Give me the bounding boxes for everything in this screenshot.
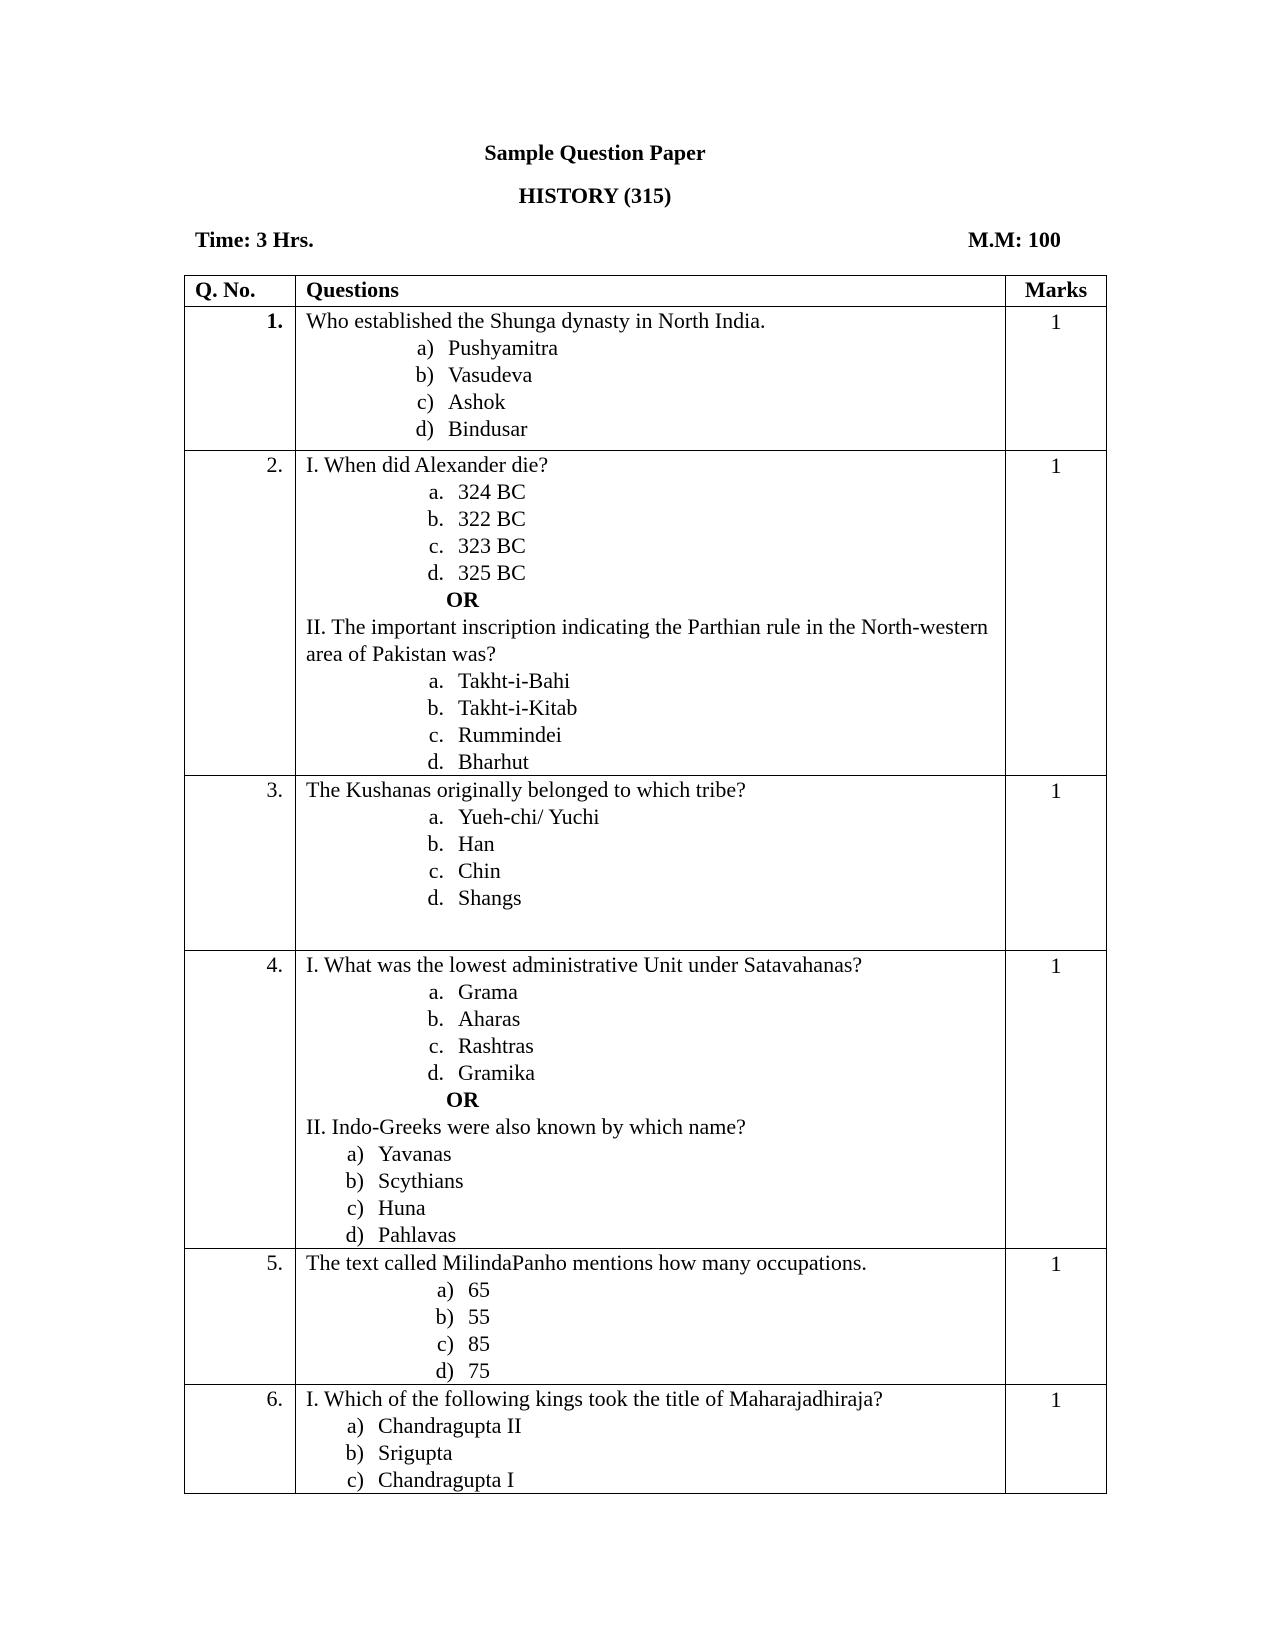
table-row bbox=[185, 451, 1107, 776]
option-label: b) bbox=[415, 362, 434, 387]
option-label: a) bbox=[436, 1277, 454, 1302]
option-text: 55 bbox=[468, 1304, 490, 1329]
option-item bbox=[306, 388, 995, 415]
question-cell bbox=[296, 776, 1006, 951]
option-text: Han bbox=[458, 831, 495, 856]
option-label: a) bbox=[346, 1413, 364, 1438]
option-label: b) bbox=[345, 1440, 364, 1465]
option-item bbox=[306, 1032, 995, 1059]
question-marks: 1 bbox=[1006, 1385, 1107, 1494]
column-header-qno: Q. No. bbox=[185, 276, 296, 307]
option-text: 65 bbox=[468, 1277, 490, 1302]
maximum-marks: M.M: 100 bbox=[968, 227, 1061, 252]
paper-title: Sample Question Paper bbox=[484, 140, 706, 165]
option-item bbox=[306, 1167, 995, 1194]
option-item bbox=[316, 1303, 995, 1330]
question-number: 6. bbox=[185, 1385, 296, 1494]
option-label: d. bbox=[427, 1060, 444, 1085]
question-marks: 1 bbox=[1006, 307, 1107, 451]
option-label: a. bbox=[428, 979, 444, 1004]
question-number: 5. bbox=[185, 1249, 296, 1385]
option-text: Rummindei bbox=[458, 722, 562, 747]
option-label: a) bbox=[346, 1141, 364, 1166]
question-stem: II. Indo-Greeks were also known by which name? bbox=[306, 1114, 746, 1139]
question-marks: 1 bbox=[1006, 451, 1107, 776]
question-stem: Who established the Shunga dynasty in North India. bbox=[306, 308, 766, 333]
table-row bbox=[185, 307, 1107, 451]
table-row bbox=[185, 951, 1107, 1249]
option-item bbox=[306, 884, 995, 911]
option-text: 325 BC bbox=[458, 560, 526, 585]
option-item bbox=[306, 694, 995, 721]
option-item bbox=[306, 1140, 995, 1167]
option-label: a. bbox=[428, 668, 444, 693]
question-cell bbox=[296, 1249, 1006, 1385]
option-item bbox=[306, 748, 995, 775]
option-text: Aharas bbox=[458, 1006, 521, 1031]
question-stem: I. Which of the following kings took the title of Maharajadhiraja? bbox=[306, 1386, 883, 1411]
option-text: Yavanas bbox=[378, 1141, 452, 1166]
column-header-marks: Marks bbox=[1006, 276, 1107, 307]
option-text: Takht-i-Bahi bbox=[458, 668, 571, 693]
option-text: Pushyamitra bbox=[448, 335, 558, 360]
option-label: c) bbox=[436, 1331, 454, 1356]
option-label: a. bbox=[428, 479, 444, 504]
option-label: c. bbox=[428, 1033, 444, 1058]
table-row bbox=[185, 1249, 1107, 1385]
question-stem: II. The important inscription indicating the Parthian rule in the North-western area of Pakistan was? bbox=[306, 614, 989, 666]
option-item bbox=[306, 721, 995, 748]
time-allowed: Time: 3 Hrs. bbox=[195, 227, 314, 252]
option-text: 322 BC bbox=[458, 506, 526, 531]
option-item bbox=[306, 1005, 995, 1032]
option-label: b. bbox=[427, 506, 444, 531]
option-text: Chin bbox=[458, 858, 501, 883]
column-header-questions: Questions bbox=[296, 276, 1006, 307]
option-text: Chandragupta I bbox=[378, 1467, 515, 1492]
question-stem: The Kushanas originally belonged to which tribe? bbox=[306, 777, 746, 802]
option-text: Grama bbox=[458, 979, 518, 1004]
option-list bbox=[306, 334, 995, 442]
option-item bbox=[306, 478, 995, 505]
option-label: d) bbox=[435, 1358, 454, 1383]
option-item bbox=[306, 1412, 995, 1439]
option-text: 324 BC bbox=[458, 479, 526, 504]
option-item bbox=[316, 1330, 995, 1357]
option-label: b. bbox=[427, 1006, 444, 1031]
question-number: 2. bbox=[185, 451, 296, 776]
option-text: Vasudeva bbox=[448, 362, 533, 387]
option-label: c) bbox=[346, 1467, 364, 1492]
option-label: b. bbox=[427, 831, 444, 856]
table-row bbox=[185, 1385, 1107, 1494]
question-marks: 1 bbox=[1006, 951, 1107, 1249]
option-item bbox=[316, 1276, 995, 1303]
option-label: c. bbox=[428, 533, 444, 558]
or-divider: OR bbox=[446, 587, 479, 612]
option-text: Bharhut bbox=[458, 749, 529, 774]
question-cell bbox=[296, 1385, 1006, 1494]
option-text: 75 bbox=[468, 1358, 490, 1383]
option-text: Bindusar bbox=[448, 416, 528, 441]
option-text: 85 bbox=[468, 1331, 490, 1356]
question-number: 1. bbox=[185, 307, 296, 451]
option-label: c. bbox=[428, 858, 444, 883]
option-label: d. bbox=[427, 885, 444, 910]
option-text: Ashok bbox=[448, 389, 506, 414]
option-label: b) bbox=[435, 1304, 454, 1329]
option-item bbox=[306, 559, 995, 586]
option-item bbox=[306, 415, 995, 442]
option-item bbox=[306, 334, 995, 361]
option-item bbox=[306, 532, 995, 559]
option-label: a. bbox=[428, 804, 444, 829]
option-list bbox=[306, 1140, 995, 1248]
option-text: Yueh-chi/ Yuchi bbox=[458, 804, 600, 829]
question-stem: The text called MilindaPanho mentions how many occupations. bbox=[306, 1250, 867, 1275]
option-text: Rashtras bbox=[458, 1033, 534, 1058]
option-label: d. bbox=[427, 560, 444, 585]
option-item bbox=[306, 505, 995, 532]
option-item bbox=[306, 803, 995, 830]
option-list bbox=[306, 667, 995, 775]
option-text: 323 BC bbox=[458, 533, 526, 558]
option-item bbox=[306, 1439, 995, 1466]
option-label: d) bbox=[345, 1222, 364, 1247]
option-text: Chandragupta II bbox=[378, 1413, 522, 1438]
question-stem: I. What was the lowest administrative Unit under Satavahanas? bbox=[306, 952, 863, 977]
option-text: Pahlavas bbox=[378, 1222, 457, 1247]
question-stem: I. When did Alexander die? bbox=[306, 452, 549, 477]
option-label: c. bbox=[428, 722, 444, 747]
paper-subject: HISTORY (315) bbox=[518, 183, 672, 208]
question-cell bbox=[296, 451, 1006, 776]
option-list bbox=[306, 978, 995, 1086]
option-text: Scythians bbox=[378, 1168, 464, 1193]
option-item bbox=[306, 830, 995, 857]
option-label: c) bbox=[346, 1195, 364, 1220]
option-item bbox=[306, 667, 995, 694]
option-list bbox=[306, 1412, 995, 1493]
option-item bbox=[306, 361, 995, 388]
or-divider: OR bbox=[446, 1087, 479, 1112]
option-label: b. bbox=[427, 695, 444, 720]
option-label: d) bbox=[415, 416, 434, 441]
option-item bbox=[306, 857, 995, 884]
question-number: 3. bbox=[185, 776, 296, 951]
question-marks: 1 bbox=[1006, 1249, 1107, 1385]
option-item bbox=[306, 978, 995, 1005]
option-text: Shangs bbox=[458, 885, 522, 910]
option-item bbox=[316, 1357, 995, 1384]
option-list bbox=[306, 803, 995, 911]
question-marks: 1 bbox=[1006, 776, 1107, 951]
option-text: Huna bbox=[378, 1195, 426, 1220]
table-row bbox=[185, 776, 1107, 951]
option-text: Takht-i-Kitab bbox=[458, 695, 578, 720]
question-table bbox=[184, 275, 1107, 1494]
option-list bbox=[306, 478, 995, 586]
question-cell bbox=[296, 307, 1006, 451]
option-item bbox=[306, 1466, 995, 1493]
option-item bbox=[306, 1059, 995, 1086]
option-item bbox=[306, 1221, 995, 1248]
table-header-row bbox=[185, 276, 1107, 307]
question-number: 4. bbox=[185, 951, 296, 1249]
option-label: a) bbox=[416, 335, 434, 360]
option-list bbox=[306, 1276, 995, 1384]
option-label: d. bbox=[427, 749, 444, 774]
option-item bbox=[306, 1194, 995, 1221]
question-cell bbox=[296, 951, 1006, 1249]
option-text: Gramika bbox=[458, 1060, 535, 1085]
option-label: b) bbox=[345, 1168, 364, 1193]
option-text: Srigupta bbox=[378, 1440, 453, 1465]
option-label: c) bbox=[416, 389, 434, 414]
